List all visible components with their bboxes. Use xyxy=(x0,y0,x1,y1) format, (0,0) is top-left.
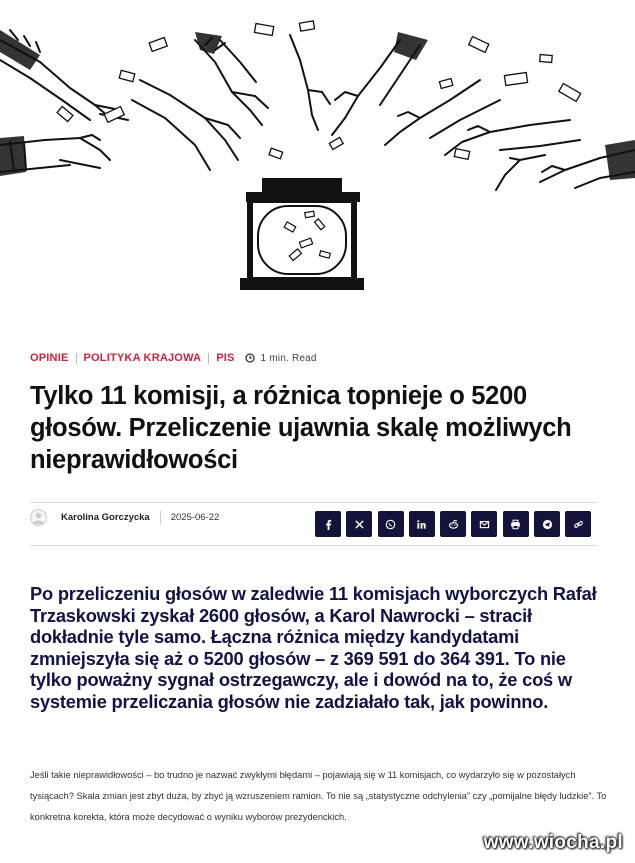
article-body-paragraph: Jeśli takie nieprawidłowości – bo trudno je nazwać zwykłymi błędami – pojawiają się w 11 komisjach, co wydarzyło się w pozostałych tysiącach? Skala zmian jest zbyt duża, by zbyć ją wzruszeniem ramion. To nie są „statystyczne odchylenia” czy „pomijalne błędy ludzkie”. To konkretna korekta, która może decydować o wyniku wyborów prezydenckich. xyxy=(30,770,607,822)
author-link[interactable]: Karolina Gorczycka xyxy=(61,512,150,523)
share-facebook-button[interactable] xyxy=(315,511,341,537)
telegram-icon xyxy=(542,519,553,530)
share-buttons xyxy=(315,511,591,537)
email-icon xyxy=(479,519,490,530)
article-lead: Po przeliczeniu głosów w zaledwie 11 komisjach wyborczych Rafał Trzaskowski zyskał 2600 głosów, a Karol Nawrocki – stracił dokładnie tyle samo. Łączna różnica między kandydatami zmniejszyła się aż o 5200 głosów – z 369 591 do 364 391. To nie tylko poważny sygnał ostrzegawczy, ale i dowód na to, że coś w systemie przeliczania głosów nie zadziałało tak, jak powinno. xyxy=(30,583,597,712)
whatsapp-icon xyxy=(385,519,396,530)
article-meta-row xyxy=(30,352,317,364)
clock-icon xyxy=(245,353,255,363)
share-reddit-button[interactable] xyxy=(440,511,466,537)
share-x-button[interactable] xyxy=(346,511,372,537)
linkedin-icon xyxy=(416,519,427,530)
watermark: www.wiocha.pl xyxy=(483,832,623,853)
print-button[interactable] xyxy=(503,511,529,537)
category-pis-link[interactable]: PIS xyxy=(216,352,235,364)
share-telegram-button[interactable] xyxy=(534,511,560,537)
author-row xyxy=(30,509,219,526)
reddit-icon xyxy=(448,519,459,530)
meta-divider xyxy=(76,353,77,364)
copy-link-button[interactable] xyxy=(565,511,591,537)
divider xyxy=(30,502,598,503)
share-whatsapp-button[interactable] xyxy=(378,511,404,537)
facebook-icon xyxy=(323,519,334,530)
link-icon xyxy=(573,519,584,530)
meta-divider xyxy=(208,353,209,364)
share-email-button[interactable] xyxy=(471,511,497,537)
meta-divider xyxy=(160,511,161,524)
publish-date: 2025-06-22 xyxy=(170,512,220,523)
hero-illustration xyxy=(0,0,635,320)
article-title: Tylko 11 komisji, a różnica topnieje o 5200 głosów. Przeliczenie ujawnia skalę możliwych nieprawidłowości xyxy=(30,382,572,474)
avatar[interactable] xyxy=(30,509,47,526)
print-icon xyxy=(510,519,521,530)
divider xyxy=(30,545,598,546)
x-icon xyxy=(354,519,365,530)
share-linkedin-button[interactable] xyxy=(409,511,435,537)
category-polityka-krajowa-link[interactable]: POLITYKA KRAJOWA xyxy=(83,352,202,364)
read-time: 1 min. Read xyxy=(260,352,317,364)
category-opinie-link[interactable]: OPINIE xyxy=(30,352,69,364)
